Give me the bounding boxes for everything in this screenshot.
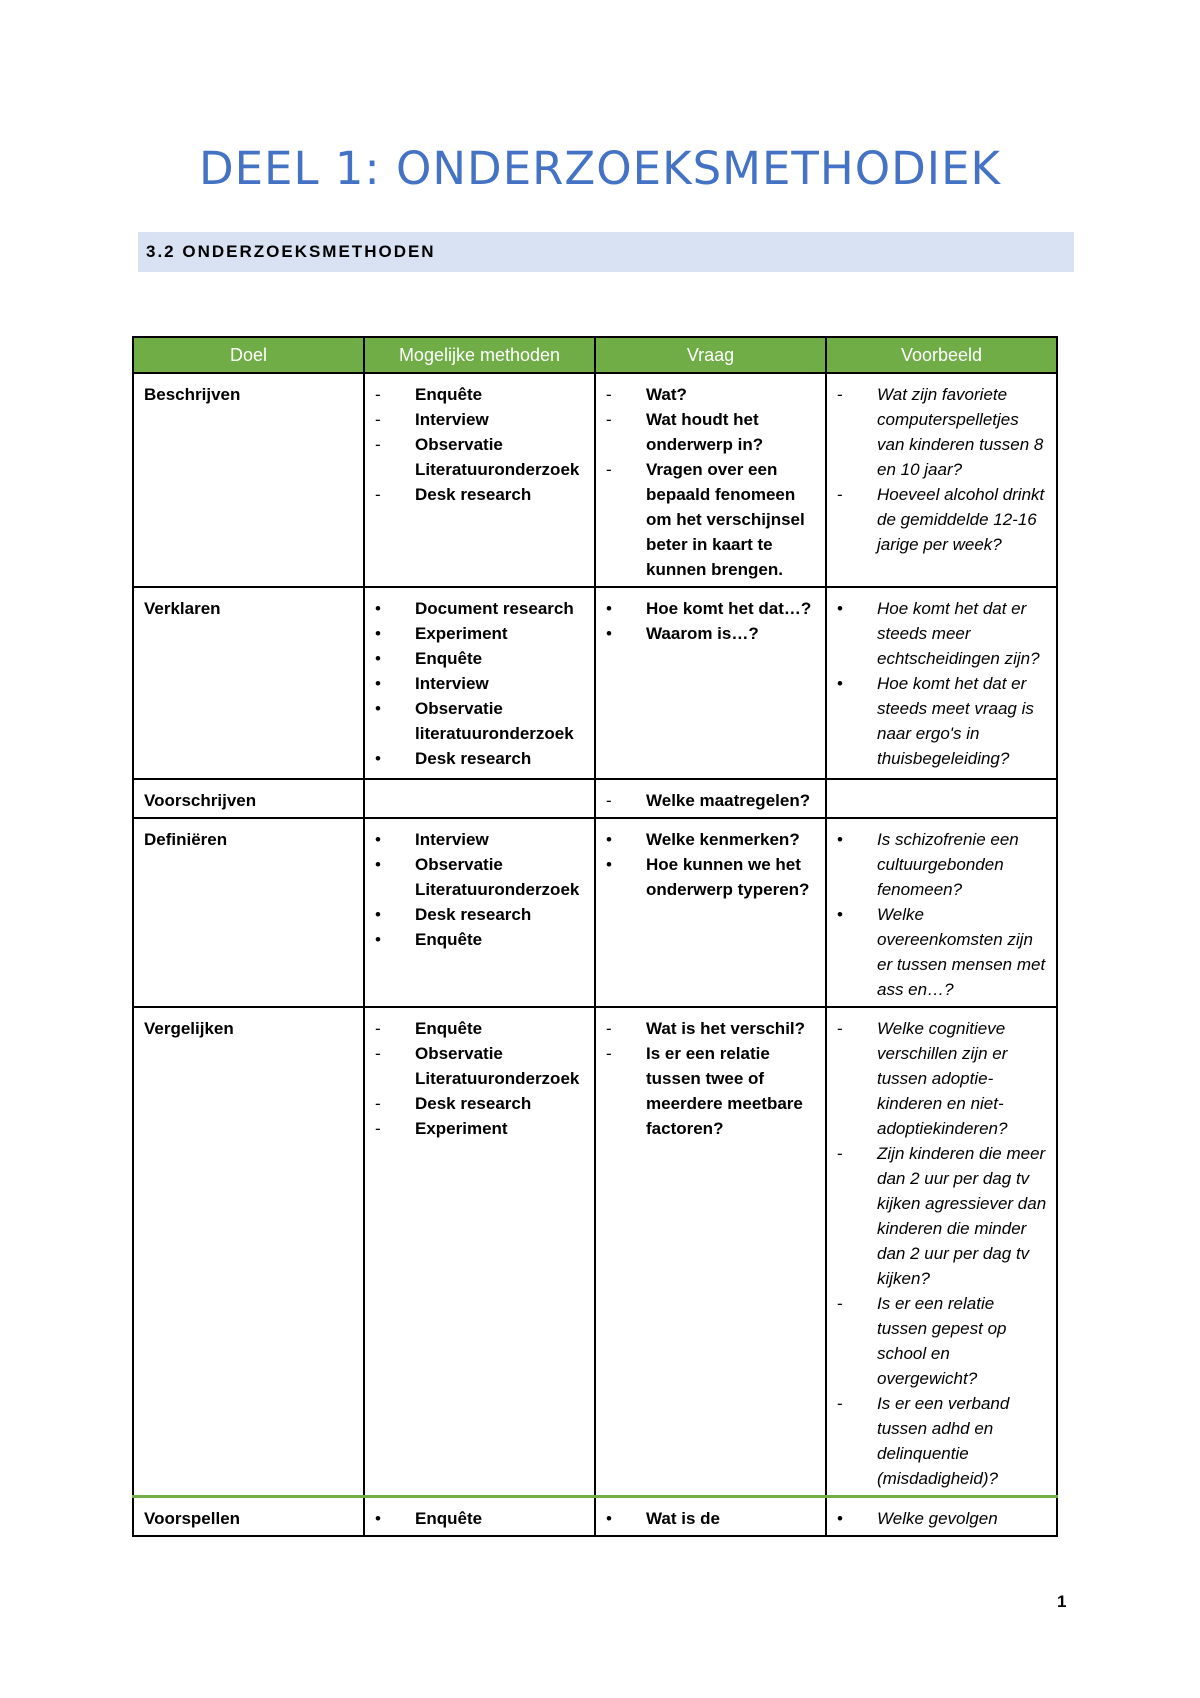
dash-marker: - [375, 485, 381, 504]
list-item [837, 1506, 1048, 1531]
table-body [133, 373, 1057, 1536]
list-item [837, 902, 1048, 1002]
cell-methoden [364, 1007, 595, 1497]
list-item-text: Interview [415, 410, 489, 429]
list-item [375, 407, 586, 432]
list-item [375, 746, 586, 771]
bullet-marker: • [606, 855, 612, 874]
section-heading: 3.2 ONDERZOEKSMETHODEN [138, 232, 1074, 272]
cell-vraag-list [606, 1016, 817, 1141]
bullet-marker: • [375, 855, 381, 874]
list-item-text: Hoe komt het dat…? [646, 599, 812, 618]
bullet-marker: • [837, 599, 843, 618]
list-item-text: Welke kenmerken? [646, 830, 800, 849]
list-item-text: Welke gevolgen [877, 1509, 998, 1528]
list-item-text: Document research [415, 599, 574, 618]
list-item [606, 1041, 817, 1141]
cell-methoden-list [375, 382, 586, 507]
cell-vraag-list [606, 382, 817, 582]
cell-voorbeeld-list [837, 1016, 1048, 1491]
bullet-marker: • [606, 624, 612, 643]
document-title: DEEL 1: ONDERZOEKSMETHODIEK [198, 142, 1002, 195]
list-item [606, 852, 817, 902]
dash-marker: - [375, 410, 381, 429]
dash-marker: - [375, 1119, 381, 1138]
cell-voorbeeld-list [837, 827, 1048, 1002]
cell-methoden [364, 373, 595, 587]
methods-table [132, 336, 1058, 1537]
list-item [375, 1016, 586, 1041]
list-item [375, 596, 586, 621]
bullet-marker: • [606, 830, 612, 849]
dash-marker: - [375, 1044, 381, 1063]
bullet-marker: • [375, 674, 381, 693]
list-item-text: Observatie [415, 1044, 503, 1063]
cell-vraag-list [606, 788, 817, 813]
bullet-marker: • [375, 649, 381, 668]
cell-voorbeeld [826, 587, 1057, 779]
bullet-marker: • [837, 674, 843, 693]
list-item [837, 596, 1048, 671]
dash-marker: - [837, 1394, 843, 1413]
list-item-text: Wat houdt het onderwerp in? [646, 410, 764, 454]
list-item-text: Welke maatregelen? [646, 791, 811, 810]
list-item-text: Interview [415, 830, 489, 849]
dash-marker: - [837, 1019, 843, 1038]
list-item [606, 827, 817, 852]
cell-vraag [595, 587, 826, 779]
dash-marker: - [837, 385, 843, 404]
table-row [133, 373, 1057, 587]
list-item-text: Wat is het verschil? [646, 1019, 806, 1038]
bullet-marker: • [375, 749, 381, 768]
list-item [606, 1506, 817, 1531]
list-item-text: Is er een verband tussen adhd en delinquentie (misdadigheid)? [877, 1394, 1010, 1488]
list-item-text: Experiment [415, 624, 508, 643]
list-item [606, 596, 817, 621]
cell-voorbeeld [826, 818, 1057, 1007]
dash-marker: - [375, 1094, 381, 1113]
cell-doel: Voorspellen [133, 1497, 364, 1537]
list-item [375, 827, 586, 852]
cell-methoden-list [375, 1016, 586, 1141]
bullet-marker: • [375, 905, 381, 924]
header-methoden: Mogelijke methoden [364, 337, 595, 373]
list-item-text: Hoe komt het dat er steeds meer echtscheidingen zijn? [877, 599, 1040, 668]
list-item [375, 646, 586, 671]
dash-marker: - [375, 1019, 381, 1038]
cell-vraag [595, 373, 826, 587]
bullet-marker: • [375, 599, 381, 618]
list-item [606, 621, 817, 646]
list-item [375, 382, 586, 407]
list-item [375, 671, 586, 696]
cell-vraag-list [606, 827, 817, 902]
cell-vraag [595, 1007, 826, 1497]
cell-methoden-list [375, 1506, 586, 1531]
list-item-text: Interview [415, 674, 489, 693]
cell-methoden [364, 1497, 595, 1537]
cell-voorbeeld [826, 1497, 1057, 1537]
cell-vraag-list [606, 1506, 817, 1531]
list-item [375, 1091, 586, 1116]
cell-voorbeeld [826, 1007, 1057, 1497]
dash-marker: - [606, 1019, 612, 1038]
cell-doel: Voorschrijven [133, 779, 364, 818]
list-item-text: Enquête [415, 385, 483, 404]
list-item [837, 1016, 1048, 1141]
cell-vraag [595, 818, 826, 1007]
dash-marker: - [606, 410, 612, 429]
list-item [375, 432, 586, 457]
list-item [375, 1041, 586, 1066]
bullet-marker: • [375, 830, 381, 849]
header-doel: Doel [133, 337, 364, 373]
list-item-text: Zijn kinderen die meer dan 2 uur per dag tv kijken agressiever dan kinderen die minder dan 2 uur per dag tv kijken? [877, 1144, 1047, 1288]
list-item [375, 902, 586, 927]
list-item [837, 382, 1048, 482]
list-item [837, 671, 1048, 771]
bullet-marker: • [606, 599, 612, 618]
list-item-text: Desk research [415, 905, 532, 924]
list-item [606, 1016, 817, 1041]
bullet-marker: • [375, 699, 381, 718]
dash-marker: - [606, 385, 612, 404]
list-item [837, 1391, 1048, 1491]
list-item-text: Wat zijn favoriete computerspelletjes van kinderen tussen 8 en 10 jaar? [877, 385, 1044, 479]
list-item [837, 1141, 1048, 1291]
list-item-text: Observatie [415, 435, 503, 454]
cell-voorbeeld-list [837, 1506, 1048, 1531]
cell-doel: Verklaren [133, 587, 364, 779]
list-item-text: Welke overeenkomsten zijn er tussen mensen met ass en…? [877, 905, 1046, 999]
cell-methoden [364, 587, 595, 779]
cell-voorbeeld [826, 779, 1057, 818]
table-row [133, 1007, 1057, 1497]
table-row [133, 818, 1057, 1007]
list-item [837, 827, 1048, 902]
bullet-marker: • [837, 1509, 843, 1528]
dash-marker: - [606, 791, 612, 810]
list-item-text: Desk research [415, 749, 532, 768]
dash-marker: - [606, 460, 612, 479]
list-item [606, 382, 817, 407]
cell-vraag [595, 1497, 826, 1537]
list-item [606, 457, 817, 582]
list-item [375, 457, 586, 482]
list-item [375, 1066, 586, 1091]
list-item-text: Waarom is…? [646, 624, 759, 643]
bullet-marker: • [837, 905, 843, 924]
table-row [133, 587, 1057, 779]
header-vraag: Vraag [595, 337, 826, 373]
list-item [606, 407, 817, 457]
dash-marker: - [606, 1044, 612, 1063]
cell-methoden [364, 779, 595, 818]
list-item-text: Observatie [415, 855, 503, 874]
list-item-text: Hoeveel alcohol drinkt de gemiddelde 12-16 jarige per week? [877, 485, 1045, 554]
list-item-text: Is schizofrenie een cultuurgebonden fenomeen? [877, 830, 1019, 899]
list-item-text: Wat is de [646, 1509, 720, 1528]
list-item-text: Hoe kunnen we het onderwerp typeren? [646, 855, 810, 899]
list-item-text: Enquête [415, 1019, 483, 1038]
dash-marker: - [837, 485, 843, 504]
list-item [375, 852, 586, 877]
list-item [375, 482, 586, 507]
dash-marker: - [375, 435, 381, 454]
table-row [133, 1497, 1057, 1537]
dash-marker: - [375, 385, 381, 404]
list-item-text: Observatie [415, 699, 503, 718]
page-number: 1 [1057, 1592, 1067, 1611]
cell-voorbeeld-list [837, 382, 1048, 557]
bullet-marker: • [375, 930, 381, 949]
list-item [375, 1506, 586, 1531]
list-item-text: Enquête [415, 649, 483, 668]
cell-methoden-list [375, 596, 586, 771]
cell-voorbeeld [826, 373, 1057, 587]
list-item-text: Literatuuronderzoek [415, 1069, 580, 1088]
list-item [837, 1291, 1048, 1391]
list-item-text: literatuuronderzoek [415, 724, 574, 743]
cell-methoden [364, 818, 595, 1007]
cell-vraag [595, 779, 826, 818]
dash-marker: - [837, 1294, 843, 1313]
cell-doel: Beschrijven [133, 373, 364, 587]
list-item-text: Hoe komt het dat er steeds meet vraag is naar ergo's in thuisbegeleiding? [877, 674, 1034, 768]
table-row [133, 779, 1057, 818]
list-item [375, 927, 586, 952]
list-item [375, 877, 586, 902]
list-item [375, 721, 586, 746]
list-item-text: Vragen over een bepaald fenomeen om het verschijnsel beter in kaart te kunnen brengen. [646, 460, 805, 579]
header-voorbeeld: Voorbeeld [826, 337, 1057, 373]
list-item [606, 788, 817, 813]
list-item-text: Is er een relatie tussen twee of meerdere meetbare factoren? [646, 1044, 803, 1138]
list-item-text: Is er een relatie tussen gepest op school en overgewicht? [877, 1294, 1007, 1388]
list-item [375, 621, 586, 646]
cell-doel: Vergelijken [133, 1007, 364, 1497]
list-item-text: Welke cognitieve verschillen zijn er tussen adoptie-kinderen en niet-adoptiekinderen? [877, 1019, 1008, 1138]
list-item-text: Enquête [415, 930, 483, 949]
cell-doel: Definiëren [133, 818, 364, 1007]
list-item-text: Wat? [646, 385, 687, 404]
cell-vraag-list [606, 596, 817, 646]
bullet-marker: • [375, 624, 381, 643]
dash-marker: - [837, 1144, 843, 1163]
list-item [375, 1116, 586, 1141]
table-header-row [133, 337, 1057, 373]
list-item-text: Desk research [415, 485, 532, 504]
list-item [375, 696, 586, 721]
cell-voorbeeld-list [837, 596, 1048, 771]
cell-methoden-list [375, 827, 586, 952]
bullet-marker: • [606, 1509, 612, 1528]
list-item-text: Enquête [415, 1509, 483, 1528]
list-item [837, 482, 1048, 557]
bullet-marker: • [837, 830, 843, 849]
list-item-text: Literatuuronderzoek [415, 460, 580, 479]
list-item-text: Experiment [415, 1119, 508, 1138]
list-item-text: Literatuuronderzoek [415, 880, 580, 899]
list-item-text: Desk research [415, 1094, 532, 1113]
bullet-marker: • [375, 1509, 381, 1528]
